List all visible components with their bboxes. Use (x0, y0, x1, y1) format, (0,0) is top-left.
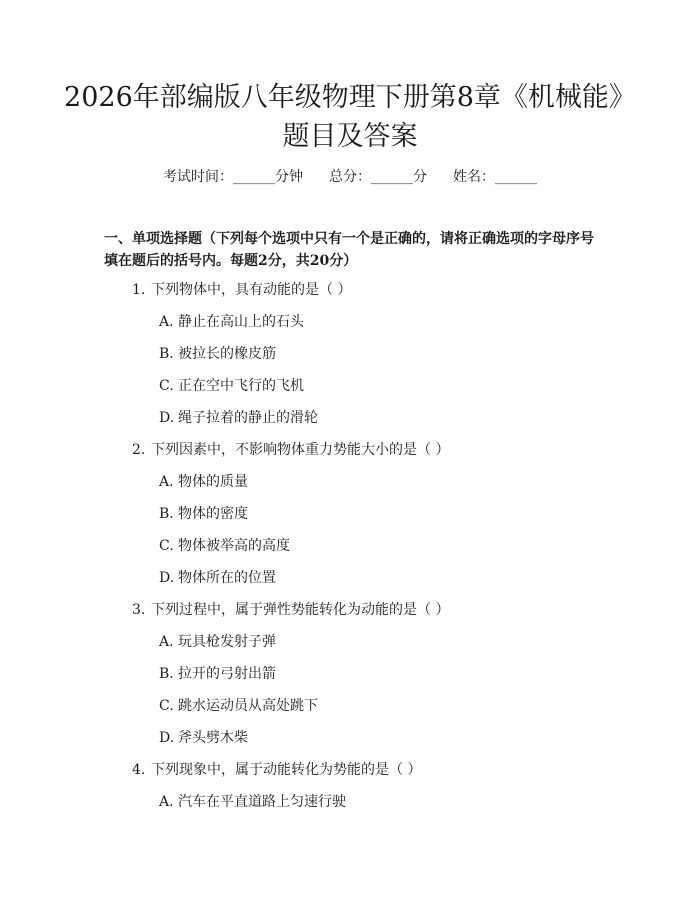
question-number: 1. (132, 282, 146, 298)
option-text: 静止在高山上的石头 (178, 314, 304, 330)
page-title: 2026年部编版八年级物理下册第8章《机械能》题目及答案 (64, 82, 636, 152)
option-item (159, 344, 276, 364)
option-text: 正在空中飞行的飞机 (178, 378, 304, 394)
student-name-field: 姓名：______ (453, 169, 537, 185)
option-text: 绳子拉着的静止的滑轮 (178, 410, 318, 426)
option-item (159, 536, 290, 556)
option-text: 玩具枪发射子弹 (178, 634, 276, 650)
option-item (159, 696, 318, 716)
exam-time-field: 考试时间：______分钟 (163, 169, 303, 185)
option-letter: A. (159, 474, 174, 490)
question-text: 下列物体中，具有动能的是（ ） (151, 282, 352, 298)
question-number: 4. (132, 762, 146, 778)
option-letter: C. (159, 698, 174, 714)
option-letter: A. (159, 634, 174, 650)
option-letter: D. (159, 570, 175, 586)
option-letter: C. (159, 538, 174, 554)
option-item (159, 728, 248, 748)
question-stem (132, 280, 351, 300)
option-letter: A. (159, 794, 174, 810)
option-item (159, 632, 276, 652)
question-stem (132, 760, 421, 780)
section-heading: 一、单项选择题（下列每个选项中只有一个是正确的，请将正确选项的字母序号填在题后的括号内。每题2分，共20分） (104, 231, 594, 269)
option-text: 物体的密度 (178, 506, 248, 522)
option-letter: A. (159, 314, 174, 330)
option-letter: B. (159, 666, 174, 682)
question-number: 2. (132, 442, 146, 458)
option-letter: B. (159, 346, 174, 362)
question-number: 3. (132, 602, 146, 618)
option-text: 汽车在平直道路上匀速行驶 (178, 794, 346, 810)
option-letter: D. (159, 410, 175, 426)
option-letter: D. (159, 730, 175, 746)
option-text: 物体所在的位置 (178, 570, 276, 586)
option-item (159, 792, 346, 812)
option-item (159, 408, 318, 428)
option-item (159, 504, 248, 524)
exam-info-line (0, 167, 700, 187)
option-item (159, 664, 276, 684)
option-text: 物体的质量 (178, 474, 248, 490)
option-text: 物体被举高的高度 (178, 538, 290, 554)
total-score-field: 总分：______分 (329, 169, 427, 185)
option-text: 被拉长的橡皮筋 (178, 346, 276, 362)
question-stem (132, 600, 449, 620)
question-text: 下列因素中，不影响物体重力势能大小的是（ ） (151, 442, 450, 458)
option-text: 拉开的弓射出箭 (178, 666, 276, 682)
option-item (159, 376, 304, 396)
option-text: 斧头劈木柴 (178, 730, 248, 746)
question-stem (132, 440, 449, 460)
option-text: 跳水运动员从高处跳下 (178, 698, 318, 714)
question-text: 下列过程中，属于弹性势能转化为动能的是（ ） (151, 602, 450, 618)
question-text: 下列现象中，属于动能转化为势能的是（ ） (151, 762, 422, 778)
option-item (159, 472, 248, 492)
option-item (159, 568, 276, 588)
option-letter: C. (159, 378, 174, 394)
option-item (159, 312, 304, 332)
option-letter: B. (159, 506, 174, 522)
